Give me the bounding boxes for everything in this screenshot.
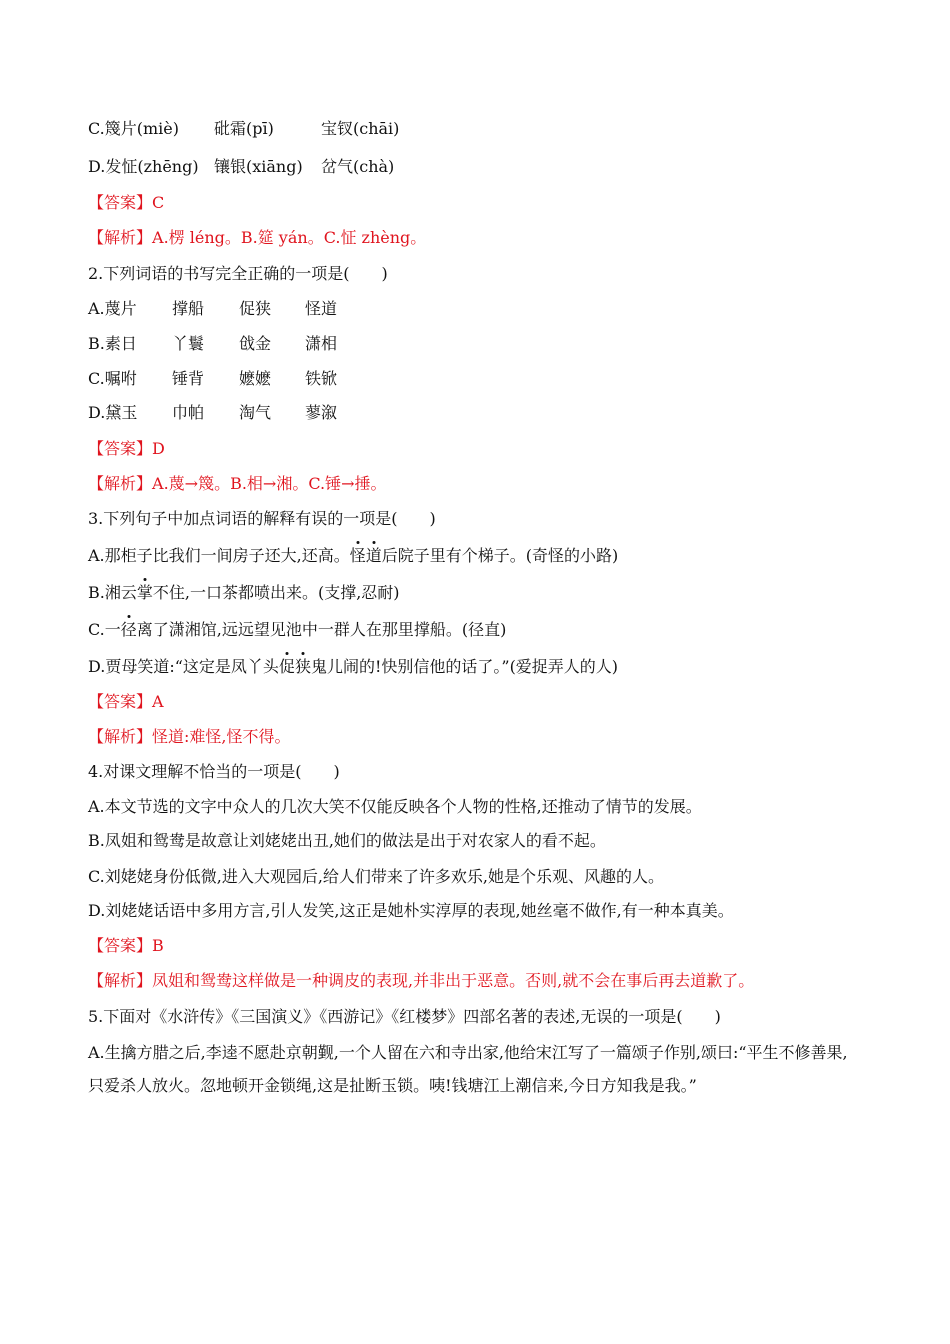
q3-stem: 3.下列句子中加点词语的解释有误的一项是( ) — [88, 509, 436, 528]
q1-option-c — [88, 118, 399, 140]
q1-option-d-item-3: 岔气(chà) — [321, 157, 395, 176]
q4-analysis — [88, 970, 754, 992]
q4-answer — [88, 935, 164, 957]
q1-option-d-item-2: 镶银(xiāng) — [214, 157, 303, 176]
q3-option-c: C.一径离了潇湘馆,远远望见池中一群人在那里撑船。(径直) — [88, 620, 507, 639]
q4-option-a: A.本文节选的文字中众人的几次大笑不仅能反映各个人物的性格,还推动了情节的发展。 — [88, 797, 702, 816]
analysis-tag: 【解析】 — [88, 727, 153, 746]
q3-analysis — [88, 726, 291, 748]
q2-analysis — [88, 473, 386, 495]
q3-option-a: A.那柜子比我们一间房子还大,还高。怪道后院子里有个梯子。(奇怪的小路) — [88, 546, 619, 565]
q4-option-c: C.刘姥姥身份低微,进入大观园后,给人们带来了许多欢乐,她是个乐观、风趣的人。 — [88, 867, 665, 886]
q2-answer — [88, 438, 165, 460]
dotted-char: 径 — [120, 620, 137, 639]
q5-stem: 5.下面对《水浒传》《三国演义》《西游记》《红楼梦》四部名著的表述,无误的一项是( ) — [88, 1007, 721, 1026]
q5-option-a: A.生擒方腊之后,李逵不愿赴京朝觐,一个人留在六和寺出家,他给宋江写了一篇颂子作别,颂曰:“平生不修善果,只爱杀人放火。忽地顿开金锁绳,这是扯断玉锁。咦!钱塘江上潮信来,今日方知我是我。” — [88, 1043, 848, 1095]
dotted-char: 怪 — [349, 546, 366, 565]
analysis-text: 怪道:难怪,怪不得。 — [152, 727, 291, 746]
analysis-tag: 【解析】 — [88, 228, 153, 247]
dotted-char: 掌 — [136, 583, 153, 602]
dotted-char: 狭 — [294, 657, 311, 676]
q2-option-b: B.素日 丫鬟 戗金 潇相 — [88, 334, 338, 353]
q1-option-c-label: C. — [88, 119, 105, 138]
answer-value: B — [152, 936, 164, 955]
q4-stem: 4.对课文理解不恰当的一项是( ) — [88, 762, 340, 781]
answer-tag: 【答案】 — [88, 692, 153, 711]
q4-option-b: B.凤姐和鸳鸯是故意让刘姥姥出丑,她们的做法是出于对农家人的看不起。 — [88, 831, 606, 850]
q3-answer — [88, 691, 164, 713]
q2-stem: 2.下列词语的书写完全正确的一项是( ) — [88, 264, 388, 283]
q3-option-b: B.湘云掌不住,一口茶都喷出来。(支撑,忍耐) — [88, 583, 400, 602]
answer-value: A — [152, 692, 164, 711]
q4-option-d: D.刘姥姥话语中多用方言,引人发笑,这正是她朴实淳厚的表现,她丝毫不做作,有一种本真美。 — [88, 901, 734, 920]
q2-option-a: A.蔑片 撑船 促狭 怪道 — [88, 299, 338, 318]
answer-value: C — [152, 193, 165, 212]
q1-option-c-item-1: C.篾片(miè) — [88, 119, 180, 138]
q1-answer — [88, 192, 164, 214]
answer-tag: 【答案】 — [88, 439, 153, 458]
q2-option-d: D.黛玉 巾帕 淘气 蓼溆 — [88, 403, 338, 422]
analysis-text: A.楞 léng。B.筵 yán。C.怔 zhèng。 — [152, 228, 427, 247]
analysis-tag: 【解析】 — [88, 971, 153, 990]
dotted-char: 促 — [278, 657, 295, 676]
q1-option-d-item-1: D.发怔(zhēng) — [88, 157, 199, 176]
analysis-text: 凤姐和鸳鸯这样做是一种调皮的表现,并非出于恶意。否则,就不会在事后再去道歉了。 — [152, 971, 755, 990]
analysis-tag: 【解析】 — [88, 474, 153, 493]
analysis-text: A.蔑→篾。B.相→湘。C.锤→捶。 — [152, 474, 387, 493]
q1-option-d-label: D. — [88, 157, 106, 176]
q1-option-c-item-2: 砒霜(pī) — [214, 119, 274, 138]
q1-option-d — [88, 156, 394, 178]
answer-value: D — [152, 439, 165, 458]
q2-option-c: C.嘱咐 锤背 嬷嬷 铁锨 — [88, 369, 338, 388]
dotted-char: 道 — [365, 546, 382, 565]
q1-analysis — [88, 227, 426, 249]
q1-option-c-item-3: 宝钗(chāi) — [321, 119, 400, 138]
answer-tag: 【答案】 — [88, 193, 153, 212]
q3-option-d: D.贾母笑道:“这定是凤丫头促狭鬼儿闹的!快别信他的话了。”(爱捉弄人的人) — [88, 657, 619, 676]
answer-tag: 【答案】 — [88, 936, 153, 955]
